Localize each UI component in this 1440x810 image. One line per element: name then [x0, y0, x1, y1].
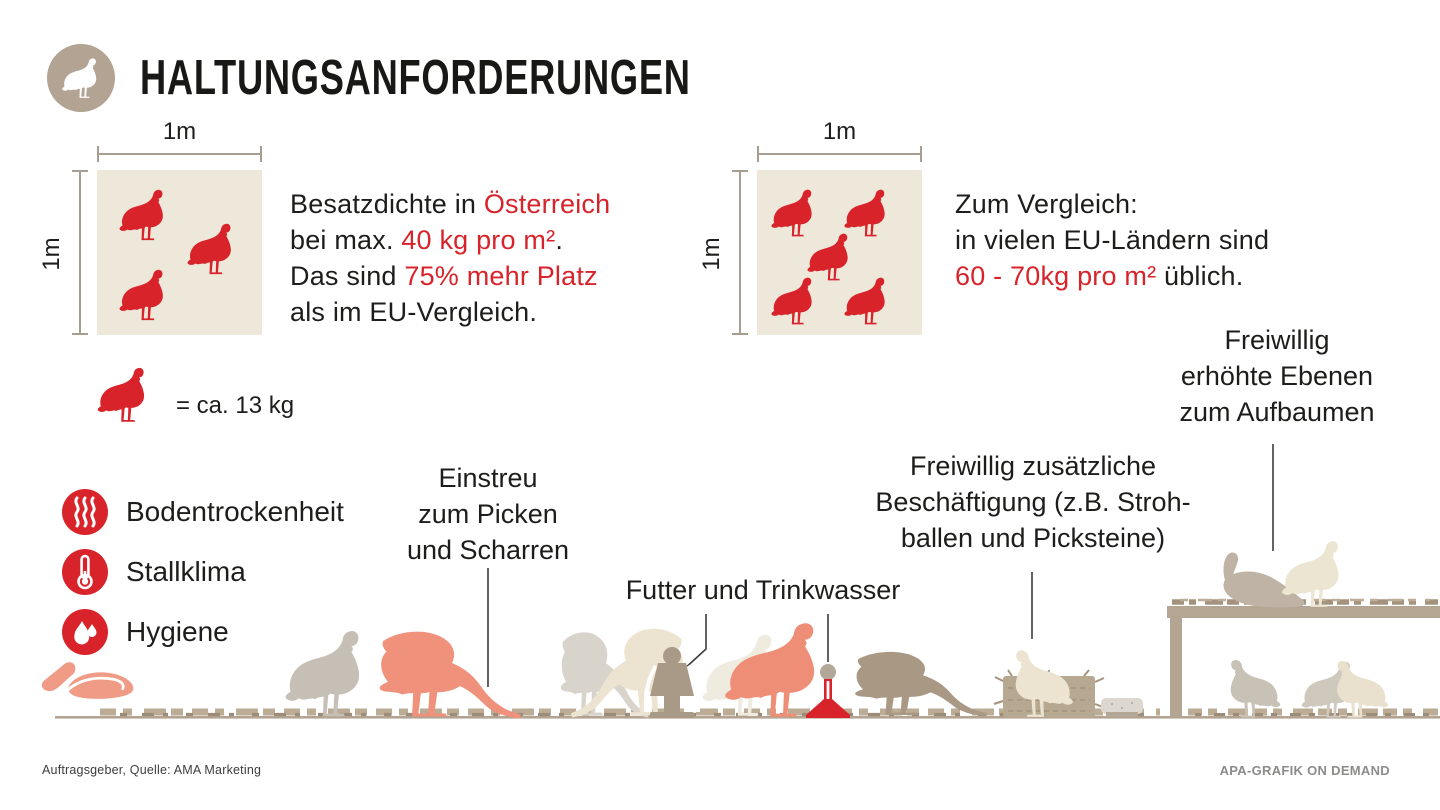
checklist-label: Stallklima [126, 556, 246, 587]
eu-line3-end: üblich. [1156, 261, 1244, 291]
austria-line1-dark: Besatzdichte in [290, 189, 484, 219]
eu-dim-top-label: 1m [822, 118, 857, 145]
turkey-resting-on-platform [1223, 553, 1304, 608]
turkey-standing-on-platform [1282, 541, 1338, 607]
litter-ground [55, 712, 1440, 719]
turkey-pecking-taupe [855, 652, 987, 717]
eu-comparison-text [955, 186, 1269, 294]
austria-dim-top-line [97, 146, 262, 162]
label-line: Futter und Trinkwasser [625, 575, 901, 605]
eu-line2: in vielen EU-Ländern sind [955, 225, 1270, 255]
checklist-item-bodentrockenheit [62, 489, 344, 535]
label-line: Freiwillig zusätzliche [909, 451, 1157, 481]
label-beschaeftigung [863, 448, 1203, 556]
checklist-label: Bodentrockenheit [126, 496, 344, 527]
drinker [806, 664, 850, 718]
label-line: Einstreu [438, 463, 538, 493]
legend-turkey-icon [98, 368, 144, 422]
austria-density-square [97, 170, 262, 335]
eu-line3-red: 60 - 70kg pro m² [955, 261, 1157, 291]
austria-dim-side-line [72, 170, 88, 335]
turkey-under-platform-pair-cream [1337, 661, 1388, 718]
logo-circle [47, 44, 115, 112]
austria-density-text [290, 186, 610, 330]
checklist-item-stallklima [62, 549, 344, 595]
page-title: HALTUNGSANFORDERUNGEN [140, 51, 691, 105]
turkey-standing-salmon [725, 623, 814, 716]
elevated-platform [1167, 600, 1440, 718]
feeder [646, 647, 698, 718]
austria-dim-top-label: 1m [162, 118, 197, 145]
turkey-pecking-cream [571, 629, 684, 718]
label-line: Beschäftigung (z.B. Stroh- [875, 487, 1191, 517]
label-line: ballen und Picksteine) [900, 523, 1166, 553]
hand-icon [38, 648, 138, 706]
turkey-pecking-salmon [380, 632, 521, 719]
label-line: erhöhte Ebenen [1180, 361, 1374, 391]
turkey-at-bale-cream [1016, 650, 1073, 717]
label-ebenen [1157, 322, 1397, 430]
footer-source: Auftragsgeber, Quelle: AMA Marketing [42, 763, 262, 777]
label-line: zum Aufbaumen [1179, 397, 1375, 427]
eu-dim-side-line [732, 170, 748, 335]
pecking-stone [1101, 698, 1143, 717]
label-einstreu [368, 460, 608, 568]
austria-line3-dark: Das sind [290, 261, 405, 291]
turkey-pecking-lightgray [561, 632, 649, 717]
thermometer-icon [62, 549, 108, 595]
label-line: und Scharren [406, 535, 570, 565]
austria-line2-dark: bei max. [290, 225, 402, 255]
eu-dim-side-label: 1m [698, 237, 725, 271]
austria-line1-red: Österreich [483, 189, 611, 219]
checklist-label: Hygiene [126, 616, 229, 647]
austria-line3-red: 75% mehr Platz [404, 261, 598, 291]
turkey-under-platform-pair-gray [1302, 662, 1351, 718]
steam-icon [62, 489, 108, 535]
austria-dim-side-label: 1m [38, 237, 65, 271]
straw-bale [994, 670, 1104, 718]
label-futter [613, 572, 913, 608]
eu-dim-top-line [757, 146, 922, 162]
footer-credit: APA-GRAFIK ON DEMAND [1219, 763, 1390, 778]
austria-line2-end: . [555, 225, 564, 255]
label-line: zum Picken [418, 499, 558, 529]
legend-label: = ca. 13 kg [176, 392, 295, 419]
austria-line4-dark: als im EU-Vergleich. [290, 297, 538, 327]
turkey-under-platform-gray [1231, 660, 1280, 718]
checklist [62, 489, 344, 669]
austria-line2-red: 40 kg pro m² [401, 225, 556, 255]
turkey-standing-white [703, 635, 773, 716]
label-line: Freiwillig [1224, 325, 1330, 355]
eu-line1: Zum Vergleich: [955, 189, 1138, 219]
eu-density-square [757, 170, 922, 335]
